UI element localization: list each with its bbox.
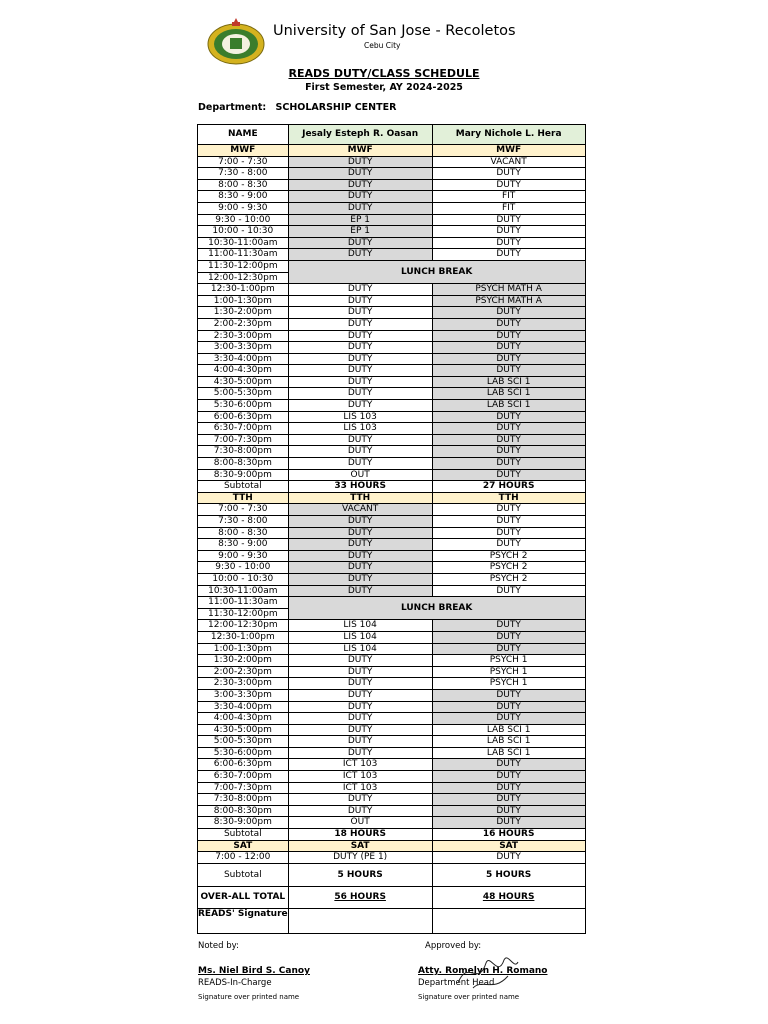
schedule-row bbox=[198, 539, 586, 551]
time-slot: 7:30 - 8:00 bbox=[198, 516, 289, 528]
student-1-slot: DUTY bbox=[288, 527, 432, 539]
student-2-slot: DUTY bbox=[432, 516, 585, 528]
time-slot: 5:00-5:30pm bbox=[198, 736, 289, 748]
time-slot: 12:00-12:30pm bbox=[198, 620, 289, 632]
schedule-row bbox=[198, 411, 586, 423]
student-1-slot: DUTY bbox=[288, 388, 432, 400]
schedule-row bbox=[198, 237, 586, 249]
schedule-row bbox=[198, 620, 586, 632]
student-1-slot: DUTY bbox=[288, 516, 432, 528]
subtotal-student-1: 33 HOURS bbox=[288, 481, 432, 493]
schedule-row bbox=[198, 747, 586, 759]
lunch-row bbox=[198, 597, 586, 609]
student-2-slot: DUTY bbox=[432, 805, 585, 817]
schedule-row bbox=[198, 550, 586, 562]
reads-signature-label: READS' Signature bbox=[198, 908, 289, 933]
student-1-slot: DUTY bbox=[288, 805, 432, 817]
time-slot: 3:00-3:30pm bbox=[198, 689, 289, 701]
student-2-slot: PSYCH MATH A bbox=[432, 295, 585, 307]
time-slot: 9:00 - 9:30 bbox=[198, 550, 289, 562]
schedule-row bbox=[198, 295, 586, 307]
student-2-slot: DUTY bbox=[432, 782, 585, 794]
incharge-signature-note: Signature over printed name bbox=[198, 993, 300, 1001]
schedule-row bbox=[198, 794, 586, 806]
student-1-slot: DUTY bbox=[288, 249, 432, 261]
student-1-slot: DUTY bbox=[288, 295, 432, 307]
student-2-slot: DUTY bbox=[432, 179, 585, 191]
subtotal-student-2: 27 HOURS bbox=[432, 481, 585, 493]
schedule-row bbox=[198, 214, 586, 226]
time-slot: 12:00-12:30pm bbox=[198, 272, 289, 284]
department-value: SCHOLARSHIP CENTER bbox=[275, 102, 397, 113]
student-2-name: Mary Nichole L. Hera bbox=[432, 125, 585, 145]
schedule-row bbox=[198, 400, 586, 412]
student-1-slot: DUTY bbox=[288, 342, 432, 354]
dept-head-signature-note: Signature over printed name bbox=[418, 993, 520, 1001]
student-2-slot: DUTY bbox=[432, 713, 585, 725]
student-1-slot: DUTY bbox=[288, 458, 432, 470]
schedule-row bbox=[198, 736, 586, 748]
lunch-row bbox=[198, 260, 586, 272]
schedule-row bbox=[198, 516, 586, 528]
schedule-row bbox=[198, 249, 586, 261]
student-1-slot: EP 1 bbox=[288, 214, 432, 226]
student-1-slot: DUTY bbox=[288, 678, 432, 690]
time-slot: 4:00-4:30pm bbox=[198, 713, 289, 725]
student-2-slot: DUTY bbox=[432, 527, 585, 539]
schedule-row bbox=[198, 585, 586, 597]
time-slot: 8:00-8:30pm bbox=[198, 458, 289, 470]
subtotal-student-2: 16 HOURS bbox=[432, 829, 585, 841]
day-label: MWF bbox=[432, 145, 585, 157]
schedule-row bbox=[198, 759, 586, 771]
student-2-slot: LAB SCI 1 bbox=[432, 736, 585, 748]
schedule-row bbox=[198, 202, 586, 214]
schedule-row bbox=[198, 771, 586, 783]
overall-total-student-2: 48 HOURS bbox=[432, 886, 585, 908]
schedule-row bbox=[198, 423, 586, 435]
student-1-slot: DUTY bbox=[288, 550, 432, 562]
time-slot: 8:30-9:00pm bbox=[198, 817, 289, 829]
university-name: University of San Jose - Recoletos bbox=[273, 23, 516, 39]
student-2-slot: VACANT bbox=[432, 156, 585, 168]
student-1-slot: DUTY bbox=[288, 307, 432, 319]
student-1-slot: LIS 104 bbox=[288, 620, 432, 632]
student-2-slot: DUTY bbox=[432, 620, 585, 632]
time-slot: 5:30-6:00pm bbox=[198, 747, 289, 759]
student-1-slot: DUTY bbox=[288, 202, 432, 214]
student-1-slot: DUTY bbox=[288, 736, 432, 748]
time-slot: 4:00-4:30pm bbox=[198, 365, 289, 377]
student-1-slot: DUTY bbox=[288, 713, 432, 725]
schedule-row bbox=[198, 353, 586, 365]
student-2-slot: LAB SCI 1 bbox=[432, 376, 585, 388]
student-2-slot: DUTY bbox=[432, 794, 585, 806]
time-slot: 2:00-2:30pm bbox=[198, 666, 289, 678]
schedule-row bbox=[198, 179, 586, 191]
student-2-slot: FIT bbox=[432, 202, 585, 214]
time-slot: 5:00-5:30pm bbox=[198, 388, 289, 400]
schedule-row bbox=[198, 655, 586, 667]
student-1-slot: DUTY bbox=[288, 318, 432, 330]
student-2-slot: DUTY bbox=[432, 817, 585, 829]
student-1-slot: OUT bbox=[288, 469, 432, 481]
subtotal-label: Subtotal bbox=[198, 863, 289, 886]
department-label: Department: bbox=[198, 102, 267, 113]
schedule-row bbox=[198, 805, 586, 817]
student-2-slot: DUTY bbox=[432, 342, 585, 354]
schedule-row bbox=[198, 504, 586, 516]
student-2-slot: DUTY bbox=[432, 631, 585, 643]
student-1-slot: DUTY bbox=[288, 585, 432, 597]
student-2-slot: DUTY bbox=[432, 423, 585, 435]
day-header-row bbox=[198, 840, 586, 852]
schedule-row bbox=[198, 284, 586, 296]
student-2-slot: DUTY bbox=[432, 214, 585, 226]
time-slot: 1:30-2:00pm bbox=[198, 307, 289, 319]
time-slot: 12:30-1:00pm bbox=[198, 284, 289, 296]
student-2-slot: DUTY bbox=[432, 852, 585, 864]
time-slot: 2:00-2:30pm bbox=[198, 318, 289, 330]
day-label: SAT bbox=[432, 840, 585, 852]
student-1-slot: DUTY bbox=[288, 747, 432, 759]
signature-row bbox=[198, 908, 586, 933]
day-header-row bbox=[198, 145, 586, 157]
schedule-row bbox=[198, 365, 586, 377]
time-slot: 1:30-2:00pm bbox=[198, 655, 289, 667]
overall-total-label: OVER-ALL TOTAL bbox=[198, 886, 289, 908]
student-2-slot: PSYCH 1 bbox=[432, 655, 585, 667]
schedule-row bbox=[198, 678, 586, 690]
time-slot: 7:00 - 7:30 bbox=[198, 156, 289, 168]
subtotal-student-1: 5 HOURS bbox=[288, 863, 432, 886]
schedule-row bbox=[198, 852, 586, 864]
student-1-slot: LIS 103 bbox=[288, 423, 432, 435]
time-slot: 11:00-11:30am bbox=[198, 249, 289, 261]
student-2-slot: LAB SCI 1 bbox=[432, 400, 585, 412]
time-slot: 7:00-7:30pm bbox=[198, 434, 289, 446]
student-2-slot: DUTY bbox=[432, 353, 585, 365]
student-1-slot: DUTY bbox=[288, 701, 432, 713]
document-header bbox=[0, 14, 768, 70]
time-slot: 10:00 - 10:30 bbox=[198, 573, 289, 585]
subtotal-row bbox=[198, 481, 586, 493]
student-2-slot: DUTY bbox=[432, 771, 585, 783]
day-label: TTH bbox=[198, 492, 289, 504]
time-slot: 9:30 - 10:00 bbox=[198, 214, 289, 226]
student-2-slot: DUTY bbox=[432, 759, 585, 771]
time-slot: 8:30-9:00pm bbox=[198, 469, 289, 481]
time-slot: 3:30-4:00pm bbox=[198, 701, 289, 713]
schedule-row bbox=[198, 388, 586, 400]
overall-total-student-1: 56 HOURS bbox=[288, 886, 432, 908]
student-2-slot: DUTY bbox=[432, 237, 585, 249]
time-slot: 10:30-11:00am bbox=[198, 585, 289, 597]
student-2-slot: DUTY bbox=[432, 434, 585, 446]
time-slot: 7:00 - 7:30 bbox=[198, 504, 289, 516]
schedule-row bbox=[198, 318, 586, 330]
student-2-slot: LAB SCI 1 bbox=[432, 747, 585, 759]
schedule-row bbox=[198, 666, 586, 678]
time-slot: 7:00 - 12:00 bbox=[198, 852, 289, 864]
university-city: Cebu City bbox=[364, 41, 401, 50]
time-slot: 10:30-11:00am bbox=[198, 237, 289, 249]
time-slot: 1:00-1:30pm bbox=[198, 643, 289, 655]
approved-by-label: Approved by: bbox=[425, 941, 482, 951]
student-2-signature-box[interactable] bbox=[432, 908, 585, 933]
schedule-row bbox=[198, 446, 586, 458]
time-slot: 2:30-3:00pm bbox=[198, 678, 289, 690]
schedule-row bbox=[198, 713, 586, 725]
day-header-row bbox=[198, 492, 586, 504]
time-slot: 7:00-7:30pm bbox=[198, 782, 289, 794]
schedule-title: READS DUTY/CLASS SCHEDULE bbox=[288, 67, 480, 80]
time-slot: 6:30-7:00pm bbox=[198, 423, 289, 435]
student-2-slot: DUTY bbox=[432, 701, 585, 713]
time-slot: 7:30-8:00pm bbox=[198, 794, 289, 806]
time-slot: 7:30-8:00pm bbox=[198, 446, 289, 458]
schedule-row bbox=[198, 643, 586, 655]
student-2-slot: DUTY bbox=[432, 458, 585, 470]
student-2-slot: DUTY bbox=[432, 539, 585, 551]
student-1-slot: ICT 103 bbox=[288, 759, 432, 771]
subtotal-student-2: 5 HOURS bbox=[432, 863, 585, 886]
student-2-slot: DUTY bbox=[432, 411, 585, 423]
day-label: SAT bbox=[288, 840, 432, 852]
student-2-slot: DUTY bbox=[432, 226, 585, 238]
subtotal-row bbox=[198, 863, 586, 886]
student-1-slot: DUTY bbox=[288, 237, 432, 249]
student-2-slot: DUTY bbox=[432, 168, 585, 180]
student-1-slot: ICT 103 bbox=[288, 771, 432, 783]
schedule-row bbox=[198, 226, 586, 238]
student-2-slot: PSYCH 2 bbox=[432, 573, 585, 585]
schedule-row bbox=[198, 701, 586, 713]
schedule-row bbox=[198, 782, 586, 794]
name-header: NAME bbox=[198, 125, 289, 145]
student-1-slot: DUTY bbox=[288, 353, 432, 365]
time-slot: 8:00 - 8:30 bbox=[198, 179, 289, 191]
student-1-slot: DUTY bbox=[288, 689, 432, 701]
time-slot: 5:30-6:00pm bbox=[198, 400, 289, 412]
student-1-slot: DUTY bbox=[288, 446, 432, 458]
student-1-slot: DUTY bbox=[288, 724, 432, 736]
student-2-slot: PSYCH 1 bbox=[432, 666, 585, 678]
semester-label: First Semester, AY 2024-2025 bbox=[305, 82, 463, 93]
time-slot: 7:30 - 8:00 bbox=[198, 168, 289, 180]
student-2-slot: DUTY bbox=[432, 469, 585, 481]
student-2-slot: DUTY bbox=[432, 585, 585, 597]
dept-head-name: Atty. Romelyn H. Romano bbox=[418, 966, 548, 976]
time-slot: 8:00-8:30pm bbox=[198, 805, 289, 817]
schedule-row bbox=[198, 689, 586, 701]
day-label: TTH bbox=[288, 492, 432, 504]
student-1-slot: DUTY bbox=[288, 168, 432, 180]
student-2-slot: DUTY bbox=[432, 643, 585, 655]
student-1-slot: DUTY bbox=[288, 179, 432, 191]
handwritten-signature bbox=[448, 948, 528, 998]
time-slot: 9:30 - 10:00 bbox=[198, 562, 289, 574]
student-1-slot: DUTY bbox=[288, 191, 432, 203]
student-1-slot: DUTY bbox=[288, 365, 432, 377]
schedule-row bbox=[198, 817, 586, 829]
schedule-row bbox=[198, 469, 586, 481]
day-label: SAT bbox=[198, 840, 289, 852]
noted-by-label: Noted by: bbox=[198, 941, 239, 951]
student-2-slot: PSYCH 2 bbox=[432, 550, 585, 562]
student-2-slot: PSYCH 1 bbox=[432, 678, 585, 690]
time-slot: 11:30-12:00pm bbox=[198, 260, 289, 272]
student-1-slot: DUTY bbox=[288, 330, 432, 342]
student-1-slot: LIS 104 bbox=[288, 631, 432, 643]
student-2-slot: PSYCH MATH A bbox=[432, 284, 585, 296]
student-2-slot: DUTY bbox=[432, 689, 585, 701]
time-slot: 9:00 - 9:30 bbox=[198, 202, 289, 214]
subtotal-row bbox=[198, 829, 586, 841]
schedule-row bbox=[198, 307, 586, 319]
student-2-slot: FIT bbox=[432, 191, 585, 203]
overall-total-row bbox=[198, 886, 586, 908]
student-2-slot: DUTY bbox=[432, 330, 585, 342]
schedule-row bbox=[198, 168, 586, 180]
lunch-break: LUNCH BREAK bbox=[288, 260, 585, 283]
student-1-slot: DUTY bbox=[288, 562, 432, 574]
student-1-slot: DUTY bbox=[288, 434, 432, 446]
schedule-row bbox=[198, 191, 586, 203]
schedule-row bbox=[198, 376, 586, 388]
time-slot: 6:30-7:00pm bbox=[198, 771, 289, 783]
time-slot: 2:30-3:00pm bbox=[198, 330, 289, 342]
time-slot: 6:00-6:30pm bbox=[198, 759, 289, 771]
incharge-name: Ms. Niel Bird S. Canoy bbox=[198, 966, 310, 976]
student-2-slot: DUTY bbox=[432, 318, 585, 330]
time-slot: 4:30-5:00pm bbox=[198, 724, 289, 736]
schedule-row bbox=[198, 330, 586, 342]
student-2-slot: LAB SCI 1 bbox=[432, 724, 585, 736]
time-slot: 11:00-11:30am bbox=[198, 597, 289, 609]
subtotal-student-1: 18 HOURS bbox=[288, 829, 432, 841]
student-2-slot: PSYCH 2 bbox=[432, 562, 585, 574]
schedule-row bbox=[198, 156, 586, 168]
day-label: MWF bbox=[288, 145, 432, 157]
student-1-slot: DUTY bbox=[288, 400, 432, 412]
schedule-row bbox=[198, 724, 586, 736]
student-1-slot: VACANT bbox=[288, 504, 432, 516]
student-1-slot: DUTY bbox=[288, 376, 432, 388]
lunch-break: LUNCH BREAK bbox=[288, 597, 585, 620]
subtotal-label: Subtotal bbox=[198, 481, 289, 493]
department-line bbox=[198, 102, 396, 113]
schedule-row bbox=[198, 562, 586, 574]
subtotal-label: Subtotal bbox=[198, 829, 289, 841]
student-1-slot: DUTY bbox=[288, 655, 432, 667]
schedule-row bbox=[198, 573, 586, 585]
student-1-name: Jesaly Esteph R. Oasan bbox=[288, 125, 432, 145]
student-1-slot: OUT bbox=[288, 817, 432, 829]
schedule-table bbox=[197, 124, 586, 934]
student-1-slot: LIS 103 bbox=[288, 411, 432, 423]
time-slot: 10:00 - 10:30 bbox=[198, 226, 289, 238]
time-slot: 11:30-12:00pm bbox=[198, 608, 289, 620]
student-1-slot: DUTY bbox=[288, 794, 432, 806]
student-1-slot: DUTY bbox=[288, 666, 432, 678]
schedule-row bbox=[198, 631, 586, 643]
student-1-slot: DUTY bbox=[288, 156, 432, 168]
schedule-row bbox=[198, 458, 586, 470]
student-1-slot: DUTY (PE 1) bbox=[288, 852, 432, 864]
time-slot: 1:00-1:30pm bbox=[198, 295, 289, 307]
schedule-row bbox=[198, 434, 586, 446]
student-1-slot: EP 1 bbox=[288, 226, 432, 238]
time-slot: 3:30-4:00pm bbox=[198, 353, 289, 365]
student-1-slot: LIS 104 bbox=[288, 643, 432, 655]
dept-head-role: Department Head bbox=[418, 978, 495, 988]
student-2-slot: DUTY bbox=[432, 504, 585, 516]
student-2-slot: DUTY bbox=[432, 249, 585, 261]
student-1-slot: DUTY bbox=[288, 284, 432, 296]
time-slot: 3:00-3:30pm bbox=[198, 342, 289, 354]
incharge-role: READS-In-Charge bbox=[198, 978, 272, 988]
student-1-slot: DUTY bbox=[288, 539, 432, 551]
university-seal-logo bbox=[206, 16, 266, 66]
time-slot: 8:30 - 9:00 bbox=[198, 191, 289, 203]
student-1-slot: ICT 103 bbox=[288, 782, 432, 794]
student-2-slot: DUTY bbox=[432, 307, 585, 319]
student-1-slot: DUTY bbox=[288, 573, 432, 585]
name-header-row bbox=[198, 125, 586, 145]
day-label: MWF bbox=[198, 145, 289, 157]
student-2-slot: DUTY bbox=[432, 446, 585, 458]
schedule-row bbox=[198, 342, 586, 354]
time-slot: 8:30 - 9:00 bbox=[198, 539, 289, 551]
schedule-row bbox=[198, 527, 586, 539]
student-2-slot: DUTY bbox=[432, 365, 585, 377]
time-slot: 12:30-1:00pm bbox=[198, 631, 289, 643]
time-slot: 6:00-6:30pm bbox=[198, 411, 289, 423]
time-slot: 8:00 - 8:30 bbox=[198, 527, 289, 539]
day-label: TTH bbox=[432, 492, 585, 504]
student-2-slot: LAB SCI 1 bbox=[432, 388, 585, 400]
time-slot: 4:30-5:00pm bbox=[198, 376, 289, 388]
student-1-signature-box[interactable] bbox=[288, 908, 432, 933]
